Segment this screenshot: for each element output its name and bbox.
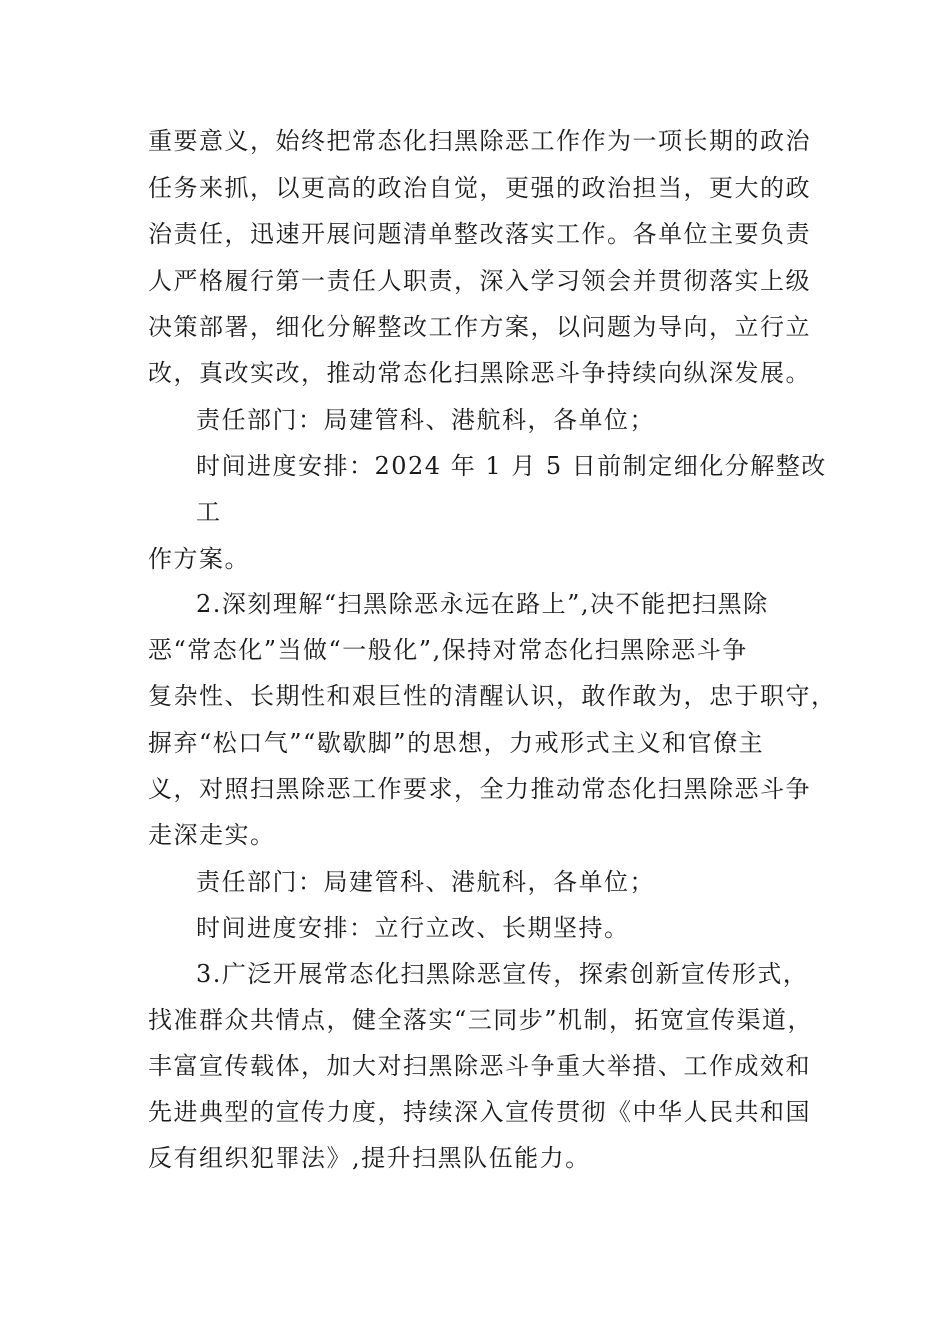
responsible-dept-line: 责任部门：局建管科、港航科，各单位；	[196, 868, 655, 896]
body-line: 决策部署，细化分解整改工作方案，以问题为导向，立行立	[148, 313, 811, 341]
body-line: 丰富宣传载体，加大对扫黑除恶斗争重大举措、工作成效和	[148, 1052, 811, 1080]
body-line: 反有组织犯罪法》,提升扫黑队伍能力。	[148, 1144, 591, 1172]
body-line: 义，对照扫黑除恶工作要求，全力推动常态化扫黑除恶斗争	[148, 775, 811, 803]
body-line: 重要意义，始终把常态化扫黑除恶工作作为一项长期的政治	[148, 127, 811, 155]
body-line: 恶“常态化”当做“一般化”,保持对常态化扫黑除恶斗争	[148, 636, 748, 664]
body-line: 作方案。	[148, 545, 250, 573]
body-line: 走深走实。	[148, 821, 276, 849]
body-line: 先进典型的宣传力度，持续深入宣传贯彻《中华人民共和国	[148, 1098, 811, 1126]
body-line: 人严格履行第一责任人职责，深入学习领会并贯彻落实上级	[148, 267, 811, 295]
body-line: 摒弃“松口气”“歇歇脚”的思想，力戒形式主义和官僚主	[148, 729, 765, 757]
schedule-line: 时间进度安排：立行立改、长期坚持。	[196, 914, 630, 942]
body-line: 任务来抓，以更高的政治自觉，更强的政治担当，更大的政	[148, 174, 811, 202]
body-line: 找准群众共情点，健全落实“三同步”机制，拓宽宣传渠道，	[148, 1006, 814, 1034]
body-line: 治责任，迅速开展问题清单整改落实工作。各单位主要负责	[148, 220, 811, 248]
item-3-first-line: 3.广泛开展常态化扫黑除恶宣传，探索创新宣传形式，	[196, 960, 809, 988]
schedule-line-wrap: 工	[196, 498, 222, 526]
body-line: 改，真改实改，推动常态化扫黑除恶斗争持续向纵深发展。	[148, 359, 811, 387]
schedule-line: 时间进度安排：2024 年 1 月 5 日前制定细化分解整改	[196, 452, 827, 480]
responsible-dept-line: 责任部门：局建管科、港航科，各单位；	[196, 406, 655, 434]
body-line: 复杂性、长期性和艰巨性的清醒认识，敢作敢为，忠于职守，	[148, 682, 837, 710]
item-2-first-line: 2.深刻理解“扫黑除恶永远在路上”,决不能把扫黑除	[196, 590, 769, 618]
